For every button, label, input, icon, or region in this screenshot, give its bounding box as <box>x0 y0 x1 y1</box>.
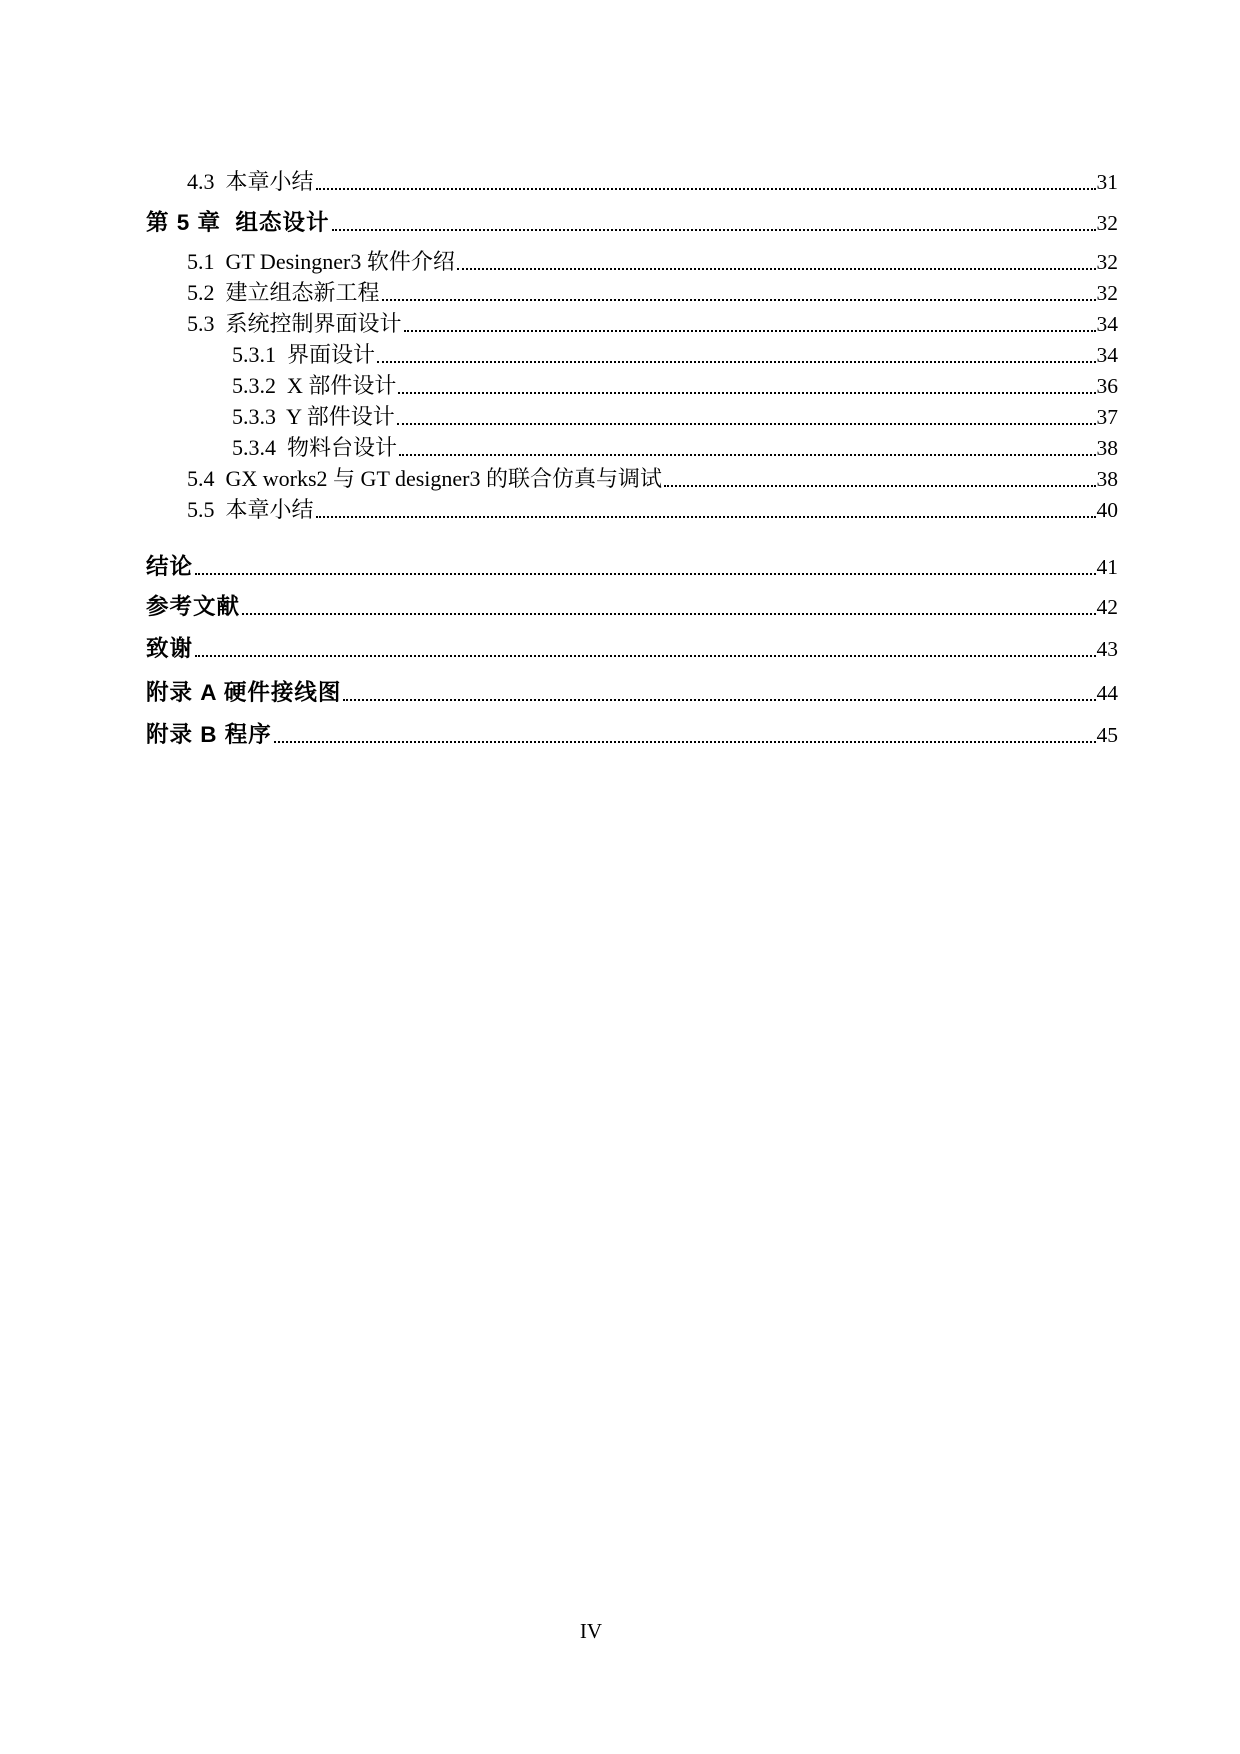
toc-entry-page-number: 42 <box>1096 595 1118 619</box>
table-of-contents <box>146 165 1118 749</box>
toc-entry-page-number: 32 <box>1096 281 1118 305</box>
toc-entry-label: 5.4 GX works2 与 GT designer3 的联合仿真与调试 <box>187 466 663 491</box>
toc-entry[interactable] <box>146 550 1118 581</box>
dot-leader <box>316 188 1096 190</box>
toc-entry-label: 致谢 <box>146 636 194 661</box>
toc-entry-page-number: 36 <box>1096 374 1118 398</box>
toc-entry-page-number: 34 <box>1096 343 1118 367</box>
toc-entry-label: 5.3.1 界面设计 <box>232 342 376 367</box>
toc-entry[interactable] <box>146 206 1118 237</box>
toc-entry-label: 第 5 章 组态设计 <box>146 210 330 235</box>
dot-leader <box>404 330 1096 332</box>
toc-entry[interactable] <box>146 400 1118 431</box>
toc-entry-label: 附录 A 硬件接线图 <box>146 680 342 705</box>
dot-leader <box>457 268 1096 270</box>
dot-leader <box>343 699 1095 701</box>
dot-leader <box>664 485 1095 487</box>
dot-leader <box>274 741 1096 743</box>
toc-entry[interactable] <box>146 431 1118 462</box>
dot-leader <box>377 361 1095 363</box>
toc-entry[interactable] <box>146 369 1118 400</box>
toc-entry[interactable] <box>146 676 1118 707</box>
toc-entry-page-number: 45 <box>1096 723 1118 747</box>
dot-leader <box>397 423 1096 425</box>
toc-entry-page-number: 34 <box>1096 312 1118 336</box>
toc-entry[interactable] <box>146 632 1118 663</box>
toc-entry[interactable] <box>146 590 1118 621</box>
toc-entry[interactable] <box>146 165 1118 196</box>
toc-entry-label: 结论 <box>146 554 194 579</box>
toc-entry-label: 5.5 本章小结 <box>187 497 314 522</box>
dot-leader <box>242 613 1095 615</box>
toc-entry-label: 5.1 GT Desingner3 软件介绍 <box>187 249 455 274</box>
toc-entry[interactable] <box>146 493 1118 524</box>
dot-leader <box>382 299 1096 301</box>
toc-entry[interactable] <box>146 462 1118 493</box>
toc-entry-label: 5.3.4 物料台设计 <box>232 435 398 460</box>
dot-leader <box>399 454 1095 456</box>
dot-leader <box>195 573 1095 575</box>
toc-entry-page-number: 38 <box>1096 467 1118 491</box>
toc-entry[interactable] <box>146 276 1118 307</box>
toc-entry-page-number: 44 <box>1096 681 1118 705</box>
toc-entry[interactable] <box>146 718 1118 749</box>
toc-entry-page-number: 32 <box>1096 211 1118 235</box>
toc-entry-label: 5.3.2 X 部件设计 <box>232 373 397 398</box>
toc-entry[interactable] <box>146 307 1118 338</box>
toc-entry-page-number: 37 <box>1096 405 1118 429</box>
toc-entry-page-number: 40 <box>1096 498 1118 522</box>
toc-entry[interactable] <box>146 338 1118 369</box>
footer-page-number: IV <box>579 1619 603 1643</box>
toc-entry-page-number: 31 <box>1096 170 1118 194</box>
toc-entry-page-number: 41 <box>1096 555 1118 579</box>
toc-entry-page-number: 43 <box>1096 637 1118 661</box>
toc-entry[interactable] <box>146 245 1118 276</box>
toc-entry-page-number: 32 <box>1096 250 1118 274</box>
toc-entry-label: 附录 B 程序 <box>146 722 272 747</box>
toc-entry-label: 5.3 系统控制界面设计 <box>187 311 402 336</box>
toc-entry-label: 4.3 本章小结 <box>187 169 314 194</box>
dot-leader <box>316 516 1096 518</box>
dot-leader <box>398 392 1095 394</box>
toc-entry-label: 5.3.3 Y 部件设计 <box>232 404 395 429</box>
dot-leader <box>195 655 1095 657</box>
toc-entry-label: 参考文献 <box>146 594 241 619</box>
dot-leader <box>332 229 1096 231</box>
toc-entry-page-number: 38 <box>1096 436 1118 460</box>
toc-entry-label: 5.2 建立组态新工程 <box>187 280 380 305</box>
